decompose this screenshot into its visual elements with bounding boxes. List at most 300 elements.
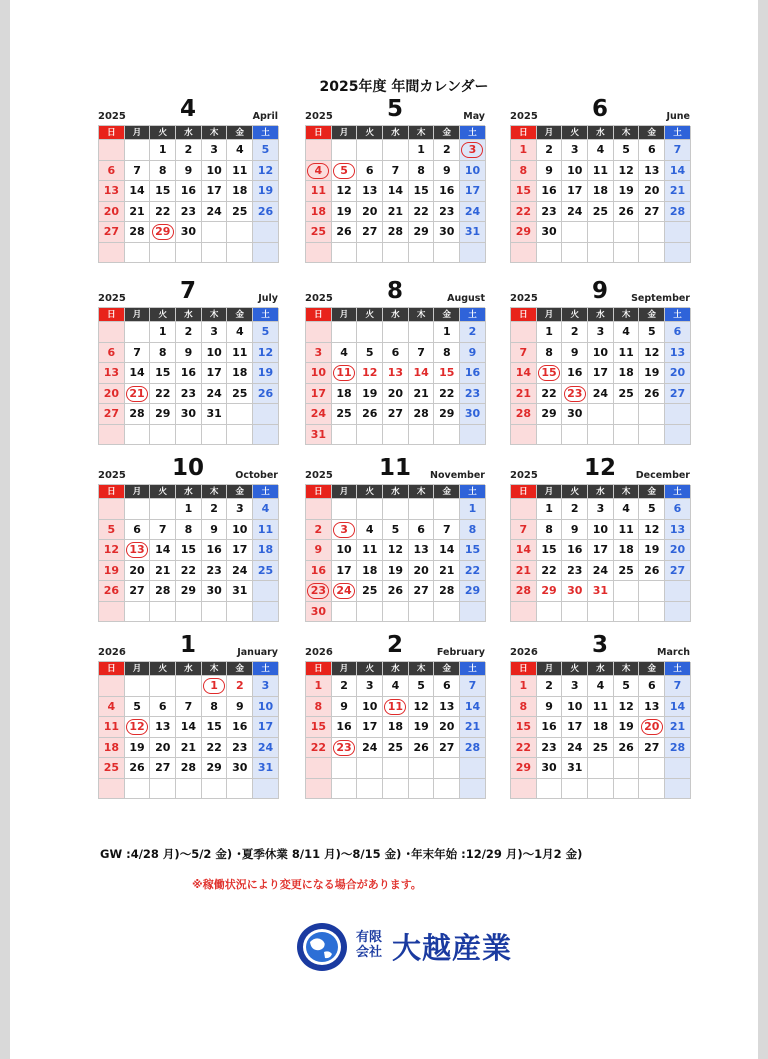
day-cell: 5 [253,322,279,343]
month-number: 12 [583,455,616,481]
day-cell [176,676,202,697]
day-cell: 4 [588,140,614,161]
day-cell: 5 [99,520,125,541]
month-number: 1 [179,632,196,658]
weekday-header: 木 [202,662,228,676]
day-grid [510,307,690,445]
day-cell: 5 [125,697,151,718]
day-cell: 20 [434,717,460,738]
day-cell [150,499,176,520]
day-cell: 6 [357,161,383,182]
day-cell: 10 [202,161,228,182]
day-cell: 26 [409,738,435,759]
day-cell: 16 [537,181,563,202]
month-year: 2025 [98,111,126,122]
day-cell: 24 [253,738,279,759]
month-year: 2025 [510,111,538,122]
day-cell [202,222,228,243]
day-cell: 13 [99,181,125,202]
day-cell: 29 [460,581,486,602]
day-cell [332,738,358,759]
day-cell [332,779,358,800]
day-cell: 13 [383,363,409,384]
day-cell [176,243,202,264]
day-cell: 29 [511,222,537,243]
day-cell [332,581,358,602]
day-cell: 4 [588,676,614,697]
holiday-circle: 12 [126,719,148,735]
weekday-header: 水 [588,485,614,499]
day-cell: 8 [150,343,176,364]
day-cell: 9 [460,343,486,364]
day-cell: 30 [306,602,332,623]
day-cell [639,717,665,738]
day-cell [150,676,176,697]
day-cell [460,758,486,779]
day-cell: 30 [460,404,486,425]
day-cell: 18 [614,540,640,561]
day-cell: 19 [253,181,279,202]
day-cell: 16 [176,363,202,384]
weekday-header: 月 [332,662,358,676]
weekday-header: 月 [537,308,563,322]
day-cell: 14 [383,181,409,202]
day-cell: 27 [125,581,151,602]
day-cell [202,425,228,446]
weekday-header: 月 [125,485,151,499]
day-cell: 24 [562,738,588,759]
day-cell: 8 [537,520,563,541]
day-cell: 5 [639,322,665,343]
day-cell: 25 [614,384,640,405]
day-cell: 15 [150,363,176,384]
day-cell: 7 [409,343,435,364]
day-cell [125,717,151,738]
globe-logo-icon [296,922,348,972]
day-cell: 4 [227,140,253,161]
day-cell: 10 [227,520,253,541]
day-cell: 16 [562,540,588,561]
day-cell: 24 [202,202,228,223]
day-cell [332,322,358,343]
day-cell: 6 [409,520,435,541]
month-year: 2025 [305,293,333,304]
day-cell: 3 [202,140,228,161]
day-cell: 9 [562,520,588,541]
month-english: January [237,647,278,658]
day-cell: 11 [614,343,640,364]
day-cell [409,243,435,264]
day-cell: 7 [150,520,176,541]
day-cell: 26 [253,202,279,223]
day-cell: 2 [306,520,332,541]
day-cell: 17 [202,363,228,384]
day-cell: 22 [150,384,176,405]
weekday-header: 日 [511,662,537,676]
day-cell [202,676,228,697]
day-cell: 28 [176,758,202,779]
weekday-header: 火 [150,662,176,676]
day-cell: 1 [511,676,537,697]
day-cell: 24 [562,202,588,223]
day-cell [227,222,253,243]
day-cell: 13 [434,697,460,718]
weekday-header: 日 [99,662,125,676]
weekday-header: 月 [332,308,358,322]
day-cell: 23 [537,202,563,223]
day-cell: 21 [150,561,176,582]
day-cell: 6 [125,520,151,541]
day-cell: 8 [460,520,486,541]
weekday-header: 木 [614,126,640,140]
day-cell: 2 [176,322,202,343]
day-cell: 28 [511,581,537,602]
weekday-header: 木 [409,126,435,140]
day-cell: 18 [614,363,640,384]
month-english: October [235,470,278,481]
day-cell [383,758,409,779]
day-cell: 14 [125,181,151,202]
weekday-header: 火 [562,485,588,499]
day-cell [125,140,151,161]
day-cell: 3 [588,499,614,520]
day-cell: 15 [511,717,537,738]
day-cell: 29 [176,581,202,602]
month-english: April [252,111,278,122]
day-cell [537,425,563,446]
weekday-header: 火 [562,126,588,140]
day-cell: 9 [176,343,202,364]
day-cell [253,602,279,623]
day-cell [332,758,358,779]
day-cell: 29 [409,222,435,243]
month-english: February [436,647,485,658]
day-cell [125,243,151,264]
day-cell: 17 [253,717,279,738]
weekday-header: 日 [511,485,537,499]
day-cell: 28 [125,222,151,243]
day-cell: 7 [434,520,460,541]
day-cell: 6 [434,676,460,697]
day-cell [383,499,409,520]
day-cell [253,779,279,800]
day-cell [357,499,383,520]
weekday-header: 土 [665,485,691,499]
day-cell: 12 [332,181,358,202]
day-cell: 16 [434,181,460,202]
weekday-header: 土 [665,662,691,676]
day-cell: 21 [383,202,409,223]
weekday-header: 木 [409,308,435,322]
day-cell: 20 [665,540,691,561]
weekday-header: 火 [150,485,176,499]
day-cell [537,243,563,264]
day-cell: 26 [253,384,279,405]
day-cell: 30 [562,581,588,602]
day-cell: 28 [511,404,537,425]
day-cell: 22 [511,202,537,223]
day-cell: 16 [460,363,486,384]
day-cell: 20 [99,202,125,223]
day-cell: 28 [665,202,691,223]
day-cell: 22 [434,384,460,405]
weekday-header: 金 [434,662,460,676]
day-cell: 16 [562,363,588,384]
day-cell: 15 [460,540,486,561]
day-cell [383,243,409,264]
day-cell [357,602,383,623]
day-cell [306,140,332,161]
day-cell: 12 [409,697,435,718]
day-cell: 20 [150,738,176,759]
day-cell: 24 [306,404,332,425]
day-cell: 22 [306,738,332,759]
day-cell [99,322,125,343]
weekday-header: 土 [253,662,279,676]
day-cell [253,581,279,602]
month-number: 4 [179,96,196,122]
day-cell [332,243,358,264]
day-cell: 19 [253,363,279,384]
day-grid [510,125,690,263]
day-cell: 16 [306,561,332,582]
weekday-header: 日 [306,308,332,322]
day-cell: 5 [409,676,435,697]
day-cell [357,758,383,779]
day-grid [98,125,278,263]
day-cell [383,140,409,161]
day-cell [99,676,125,697]
day-cell: 27 [434,738,460,759]
day-cell: 27 [409,581,435,602]
day-cell: 31 [253,758,279,779]
day-cell: 26 [99,581,125,602]
day-cell: 8 [537,343,563,364]
day-cell [537,363,563,384]
day-cell: 8 [202,697,228,718]
day-cell: 3 [227,499,253,520]
day-cell [125,384,151,405]
day-cell: 14 [665,161,691,182]
day-cell: 31 [227,581,253,602]
day-cell: 2 [562,322,588,343]
day-cell: 19 [125,738,151,759]
day-cell: 25 [357,581,383,602]
weekday-header: 火 [357,126,383,140]
weekday-header: 日 [511,308,537,322]
day-cell [614,222,640,243]
day-cell: 5 [253,140,279,161]
day-cell [639,425,665,446]
day-cell: 6 [665,499,691,520]
day-cell: 27 [383,404,409,425]
weekday-header: 土 [460,308,486,322]
day-cell: 15 [306,717,332,738]
day-cell: 29 [537,581,563,602]
day-cell [125,425,151,446]
day-cell [383,425,409,446]
day-cell [665,243,691,264]
day-cell: 9 [434,161,460,182]
day-cell: 9 [202,520,228,541]
day-cell: 15 [150,181,176,202]
day-cell: 31 [562,758,588,779]
day-cell: 19 [614,181,640,202]
day-cell [357,140,383,161]
day-cell [614,581,640,602]
day-cell: 15 [434,363,460,384]
day-cell [460,243,486,264]
day-cell: 5 [639,499,665,520]
weekday-header: 水 [176,126,202,140]
weekday-header: 金 [639,662,665,676]
day-cell [511,322,537,343]
day-cell: 19 [332,202,358,223]
day-cell [434,243,460,264]
day-cell [383,322,409,343]
day-cell [306,499,332,520]
weekday-header: 日 [511,126,537,140]
day-cell: 23 [562,561,588,582]
day-cell: 26 [357,404,383,425]
day-cell: 9 [306,540,332,561]
weekday-header: 月 [125,308,151,322]
day-cell: 26 [125,758,151,779]
weekday-header: 金 [639,485,665,499]
page-title: 2025年度 年間カレンダー [319,79,489,95]
day-cell: 3 [588,322,614,343]
day-cell [227,779,253,800]
day-cell [562,425,588,446]
day-cell: 5 [357,343,383,364]
month-number: 2 [386,632,403,658]
day-cell: 15 [202,717,228,738]
day-cell: 13 [665,343,691,364]
day-cell: 20 [99,384,125,405]
day-cell [357,243,383,264]
day-cell [614,425,640,446]
day-cell: 1 [409,140,435,161]
day-cell: 22 [150,202,176,223]
month-number: 11 [378,455,411,481]
disclaimer-note: ※稼働状況により変更になる場合があります。 [192,878,422,891]
day-cell [383,602,409,623]
day-cell: 29 [537,404,563,425]
day-cell [639,222,665,243]
day-grid [510,484,690,622]
day-cell [125,602,151,623]
day-grid [305,484,485,622]
day-cell: 8 [150,161,176,182]
day-cell: 13 [639,697,665,718]
weekday-header: 木 [202,308,228,322]
day-cell: 22 [202,738,228,759]
day-cell: 28 [150,581,176,602]
day-cell: 26 [614,202,640,223]
day-cell: 16 [537,717,563,738]
day-cell: 17 [202,181,228,202]
day-cell: 16 [202,540,228,561]
day-cell: 7 [511,343,537,364]
weekday-header: 土 [253,308,279,322]
day-cell: 3 [202,322,228,343]
holiday-circle: 3 [461,142,483,158]
day-cell [409,425,435,446]
day-cell: 6 [150,697,176,718]
month-english: March [657,647,690,658]
day-cell: 18 [99,738,125,759]
day-cell: 12 [383,540,409,561]
day-cell: 1 [434,322,460,343]
holiday-circle: 5 [333,163,355,179]
month-number: 7 [179,278,196,304]
weekday-header: 金 [639,308,665,322]
day-cell: 8 [306,697,332,718]
day-cell: 18 [588,717,614,738]
day-cell: 4 [614,499,640,520]
day-cell [588,602,614,623]
day-cell [434,499,460,520]
day-cell: 21 [434,561,460,582]
day-cell: 21 [665,181,691,202]
day-cell [150,243,176,264]
day-cell: 31 [202,404,228,425]
day-cell: 19 [383,561,409,582]
day-cell: 18 [227,181,253,202]
month-number: 8 [386,278,403,304]
weekday-header: 水 [588,308,614,322]
day-cell: 20 [665,363,691,384]
day-cell [614,779,640,800]
day-cell: 30 [176,404,202,425]
day-cell: 25 [383,738,409,759]
weekday-header: 日 [306,126,332,140]
day-cell [639,779,665,800]
day-cell: 13 [150,717,176,738]
day-cell: 19 [409,717,435,738]
company-type: 有限 会社 [356,930,383,960]
day-cell: 3 [562,140,588,161]
day-cell: 20 [409,561,435,582]
day-cell [562,384,588,405]
day-cell: 26 [614,738,640,759]
day-cell [306,161,332,182]
day-cell [511,779,537,800]
day-cell: 30 [562,404,588,425]
weekday-header: 金 [434,126,460,140]
day-cell: 28 [125,404,151,425]
day-cell: 13 [409,540,435,561]
day-cell [383,697,409,718]
day-cell: 17 [588,540,614,561]
day-cell: 12 [253,343,279,364]
weekday-header: 水 [588,126,614,140]
day-cell: 19 [614,717,640,738]
day-cell [665,425,691,446]
day-cell: 30 [202,581,228,602]
day-cell [588,243,614,264]
day-cell: 10 [588,520,614,541]
day-cell [227,602,253,623]
day-grid [98,661,278,799]
day-cell: 7 [665,676,691,697]
calendar-page [10,0,758,1059]
day-cell: 19 [639,363,665,384]
day-cell: 4 [99,697,125,718]
day-cell [125,540,151,561]
day-cell: 7 [511,520,537,541]
day-cell [537,779,563,800]
